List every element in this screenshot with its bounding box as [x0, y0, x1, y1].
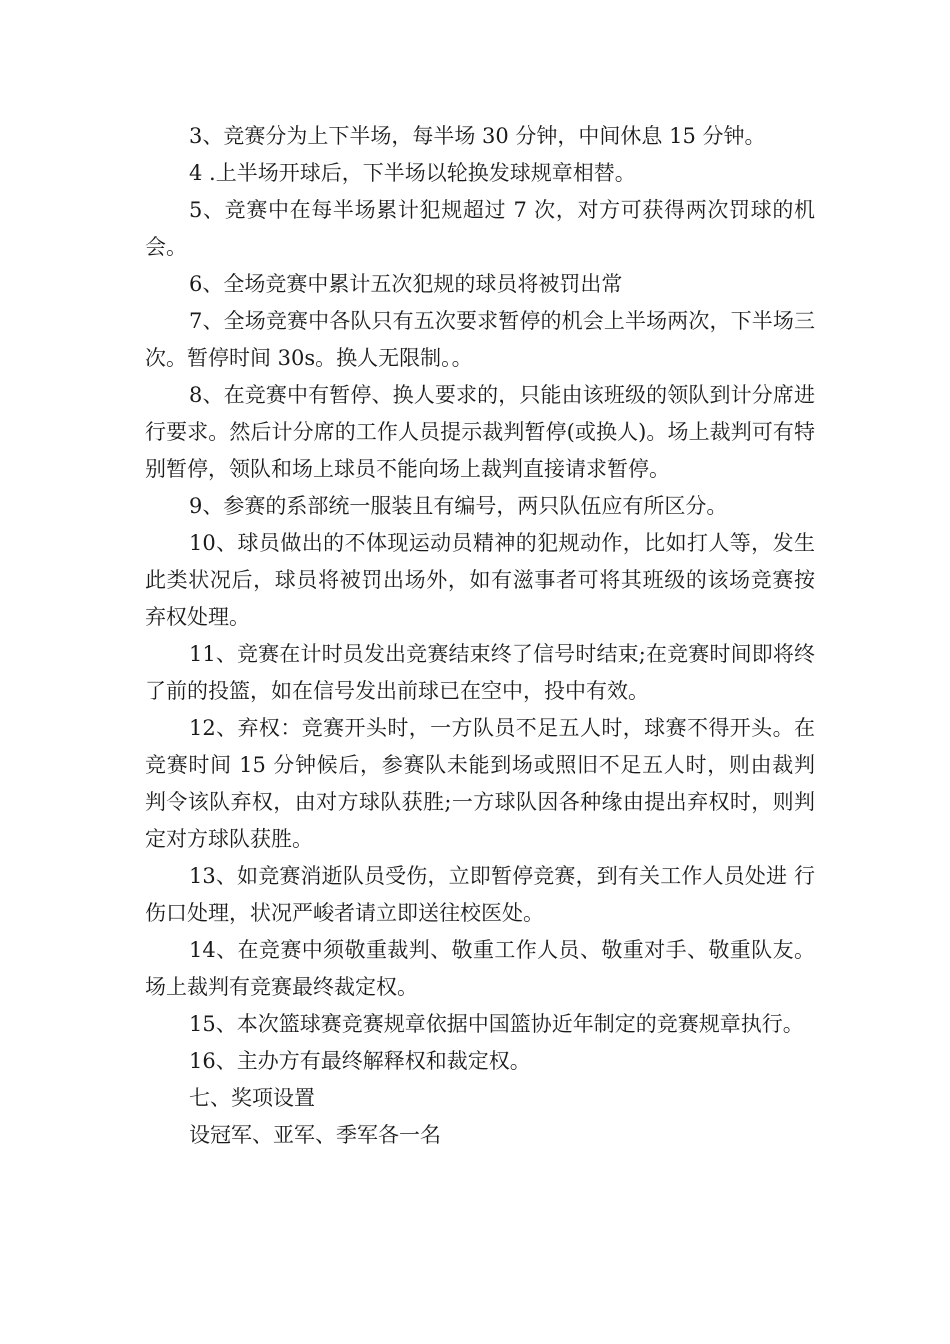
rule-8-paragraph: 8、在竞赛中有暂停、换人要求的，只能由该班级的领队到计分席进行要求。然后计分席的工作人员提示裁判暂停(或换人)。场上裁判可有特别暂停，领队和场上球员不能向场上裁判直接请求暂停。 [145, 383, 815, 481]
awards-paragraph: 设冠军、亚军、季军各一名 [189, 1123, 441, 1147]
rule-16-paragraph: 16、主办方有最终解释权和裁定权。 [189, 1049, 531, 1073]
rule-3-paragraph: 3、竞赛分为上下半场，每半场 30 分钟，中间休息 15 分钟。 [189, 124, 766, 148]
rule-13-paragraph: 13、如竞赛消逝队员受伤，立即暂停竞赛，到有关工作人员处进 行伤口处理，状况严峻者请立即送往校医处。 [145, 864, 815, 925]
rule-10-paragraph: 10、球员做出的不体现运动员精神的犯规动作，比如打人等，发生此类状况后，球员将被罚出场外，如有滋事者可将其班级的该场竞赛按弃权处理。 [145, 531, 815, 629]
rule-14-paragraph: 14、在竞赛中须敬重裁判、敬重工作人员、敬重对手、敬重队友。场上裁判有竞赛最终裁定权。 [145, 938, 815, 999]
rule-6-paragraph: 6、全场竞赛中累计五次犯规的球员将被罚出常 [189, 272, 623, 296]
section-heading-awards: 七、奖项设置 [189, 1086, 315, 1110]
document-body [145, 118, 815, 1154]
rule-9-paragraph: 9、参赛的系部统一服装且有编号，两只队伍应有所区分。 [189, 494, 728, 518]
rule-7-paragraph: 7、全场竞赛中各队只有五次要求暂停的机会上半场两次，下半场三次。暂停时间 30s。换人无限制。。 [145, 309, 815, 370]
rule-4-paragraph: 4 .上半场开球后，下半场以轮换发球规章相替。 [189, 161, 636, 185]
rule-11-paragraph: 11、竞赛在计时员发出竞赛结束终了信号时结束;在竞赛时间即将终了前的投篮，如在信号发出前球已在空中，投中有效。 [145, 642, 815, 703]
rule-5-paragraph: 5、竞赛中在每半场累计犯规超过 7 次，对方可获得两次罚球的机会。 [145, 198, 815, 259]
rule-12-paragraph: 12、弃权：竞赛开头时，一方队员不足五人时，球赛不得开头。在竞赛时间 15 分钟候后，参赛队未能到场或照旧不足五人时，则由裁判判令该队弃权，由对方球队获胜;一方球队因各种缘由提出弃权时，则判定对方球队获胜。 [145, 716, 815, 851]
rule-15-paragraph: 15、本次篮球赛竞赛规章依据中国篮协近年制定的竞赛规章执行。 [189, 1012, 804, 1036]
